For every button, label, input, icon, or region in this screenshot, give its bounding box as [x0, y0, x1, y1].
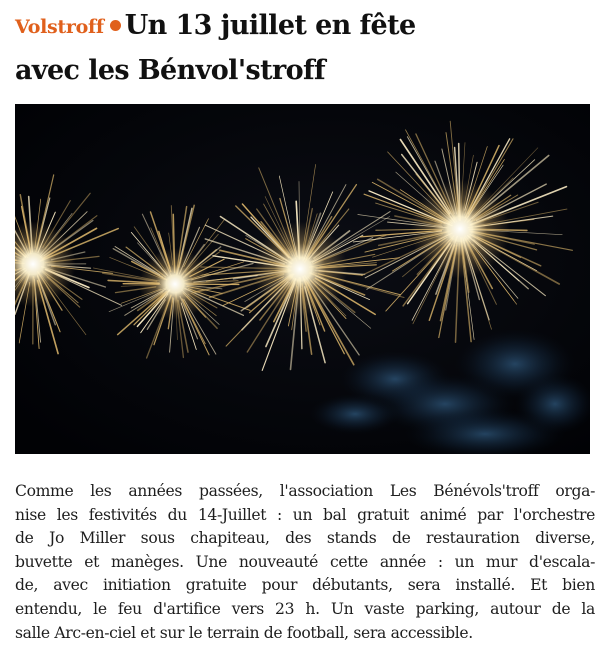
- headline-line-1: Un 13 juillet en fête: [124, 10, 416, 41]
- body-line: nise les festivités du 14-Juillet : un bal gratuit animé par l'orchestre: [15, 505, 595, 524]
- body-line: buvette et manèges. Une nouveauté cette année : un mur d'escala-: [15, 552, 595, 571]
- body-line: de Jo Miller sous chapiteau, des stands de restauration diverse,: [15, 529, 595, 548]
- article-body: [15, 480, 595, 645]
- fireworks-image: [15, 104, 590, 454]
- firework-glow: [411, 180, 510, 279]
- body-line: Comme les années passées, l'association Les Bénévols'troff orga-: [15, 482, 595, 500]
- body-line: entendu, le feu d'artifice vers 23 h. Un vaste parking, autour de la: [15, 599, 595, 618]
- body-line: salle Arc-en-ciel et sur le terrain de football, sera accessible.: [15, 623, 473, 642]
- kicker-location: Volstroff: [15, 16, 104, 38]
- headline-line-2: avec les Bénvol'stroff: [15, 55, 326, 86]
- smoke-cloud: [310, 394, 400, 434]
- firework-glow: [139, 248, 211, 320]
- article-headline: [15, 4, 605, 93]
- body-line: de, avec initiation gratuite pour débutants, sera installé. Et bien: [15, 576, 595, 595]
- fireworks-photo: [15, 104, 590, 454]
- firework-glow: [253, 222, 348, 317]
- kicker-bullet-icon: [110, 20, 121, 31]
